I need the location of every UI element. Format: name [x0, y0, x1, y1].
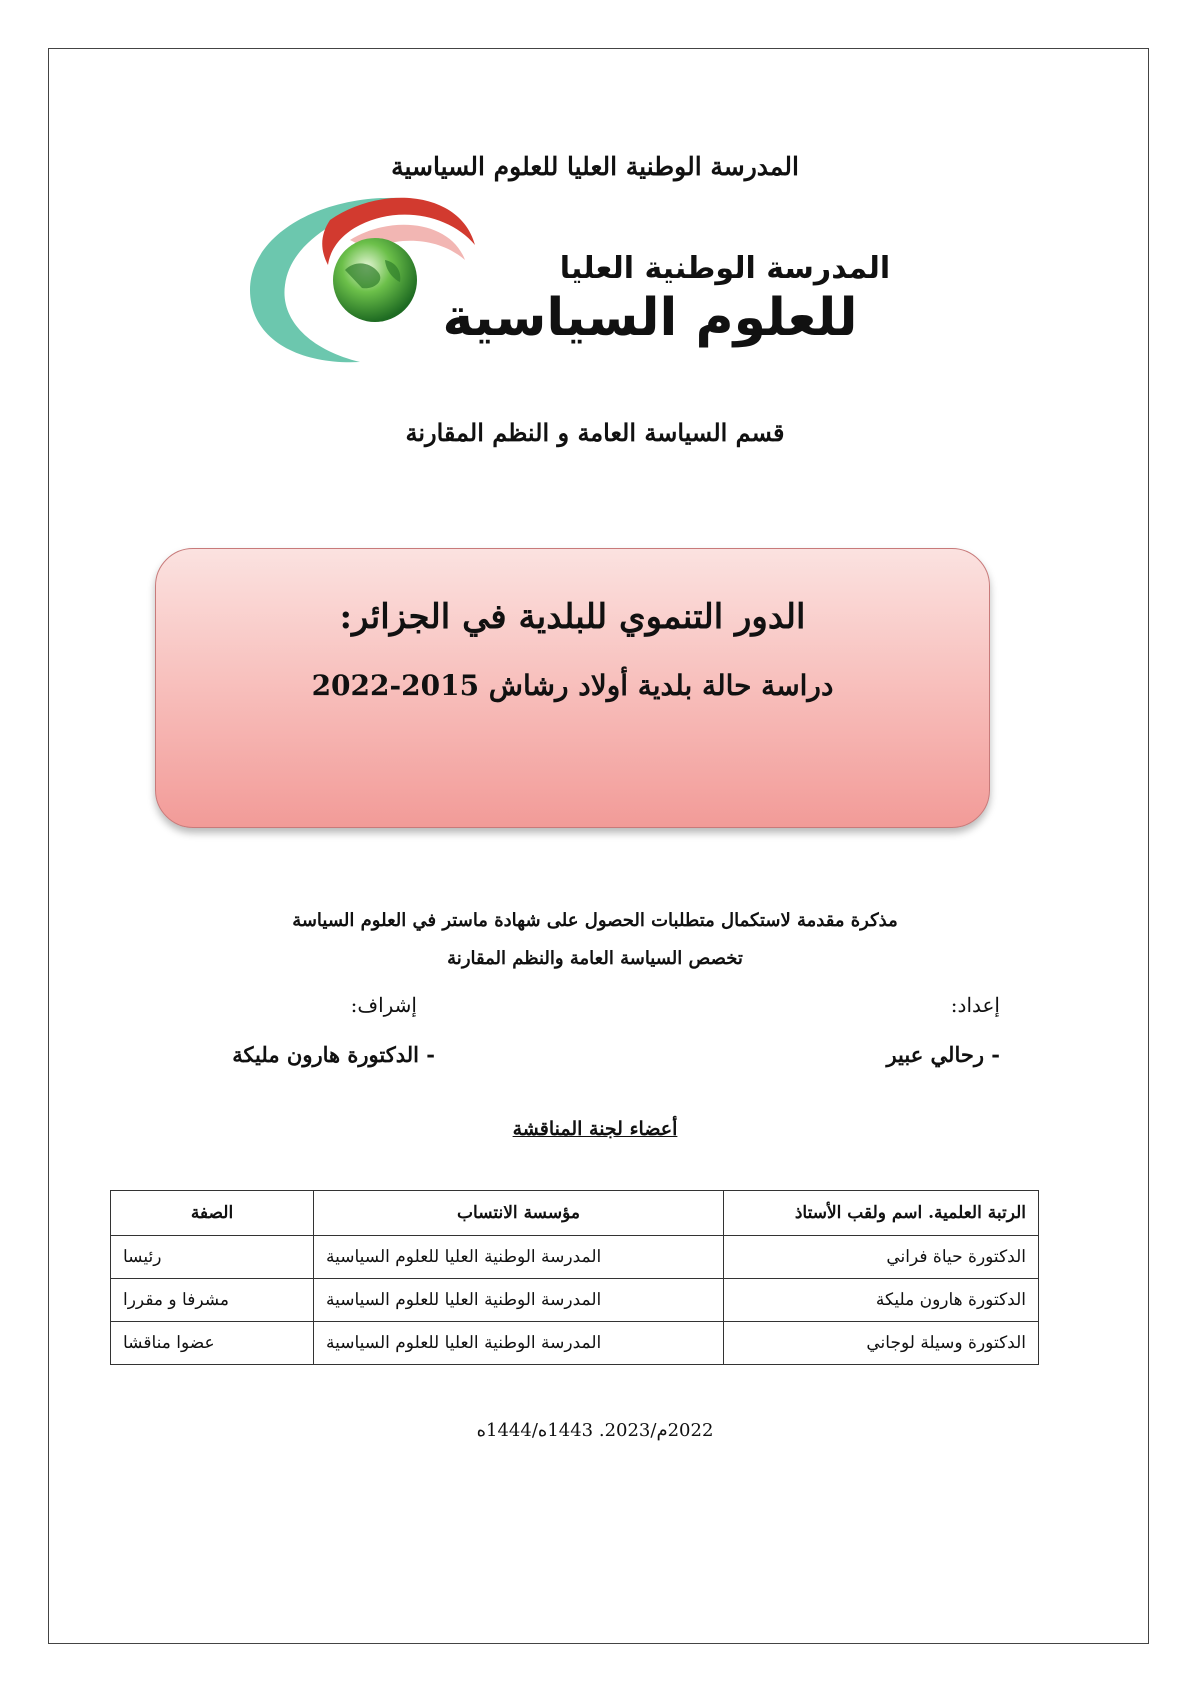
committee-title: أعضاء لجنة المناقشة — [512, 1118, 678, 1140]
prepared-by-label: إعداد: — [950, 993, 1000, 1017]
academic-year-date: 2022م/2023. 1443ه/1444ه — [476, 1420, 714, 1441]
committee-table — [110, 1190, 1039, 1365]
table-cell: المدرسة الوطنية العليا للعلوم السياسية — [314, 1322, 724, 1365]
thesis-subtitle: دراسة حالة بلدية أولاد رشاش 2015-2022 — [311, 669, 834, 702]
school-name-header: المدرسة الوطنية العليا للعلوم السياسية — [391, 152, 799, 181]
table-cell: رئيسا — [111, 1236, 314, 1279]
supervision-label: إشراف: — [350, 993, 417, 1017]
table-cell: المدرسة الوطنية العليا للعلوم السياسية — [314, 1279, 724, 1322]
department-name: قسم السياسة العامة و النظم المقارنة — [405, 418, 785, 447]
table-cell: الدكتورة حياة فراني — [724, 1236, 1039, 1279]
table-cell: الدكتورة هارون مليكة — [724, 1279, 1039, 1322]
table-row — [111, 1236, 1039, 1279]
table-cell: الدكتورة وسيلة لوجاني — [724, 1322, 1039, 1365]
table-row — [111, 1279, 1039, 1322]
logo-text-line2: للعلوم السياسية — [442, 288, 858, 348]
table-cell: مشرفا و مقررا — [111, 1279, 314, 1322]
school-logo — [250, 190, 891, 365]
table-header-cell: الصفة — [111, 1191, 314, 1236]
table-header-cell: الرتبة العلمية. اسم ولقب الأستاذ — [724, 1191, 1039, 1236]
table-header-row — [111, 1191, 1039, 1236]
memo-specialization: تخصص السياسة العامة والنظم المقارنة — [447, 948, 743, 969]
title-box — [155, 548, 990, 828]
table-header-cell: مؤسسة الانتساب — [314, 1191, 724, 1236]
student-name: - رحالي عبير — [886, 1042, 1000, 1067]
logo-text-line1: المدرسة الوطنية العليا — [559, 251, 891, 286]
memo-description: مذكرة مقدمة لاستكمال متطلبات الحصول على شهادة ماستر في العلوم السياسة — [292, 910, 898, 931]
table-row — [111, 1322, 1039, 1365]
thesis-title: الدور التنموي للبلدية في الجزائر: — [339, 597, 806, 637]
table-cell: عضوا مناقشا — [111, 1322, 314, 1365]
supervisor-name: - الدكتورة هارون مليكة — [232, 1042, 435, 1067]
table-cell: المدرسة الوطنية العليا للعلوم السياسية — [314, 1236, 724, 1279]
